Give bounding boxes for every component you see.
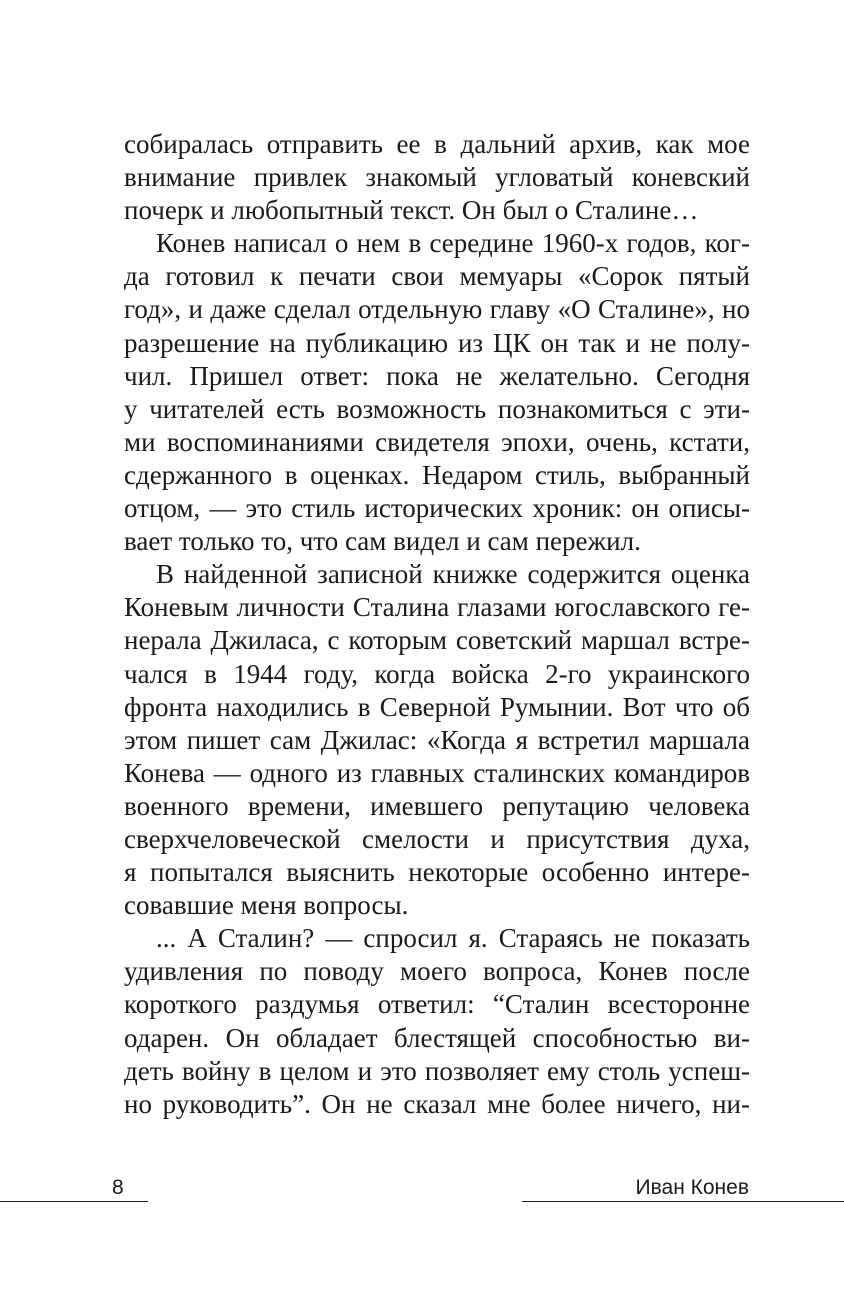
text-line: я попытался выяснить некоторые особенно интере- [124,857,750,888]
text-line: отцом, — это стиль исторических хроник: он описы- [124,493,750,524]
text-line: год», и даже сделал отдельную главу «О Сталине», но [124,294,750,325]
text-line: вает только то, что сам видел и сам пережил. [124,526,641,557]
text-line: совавшие меня вопросы. [124,890,409,921]
text-line: Коневым личности Сталина глазами югославского ге- [124,592,750,623]
text-line: чался в 1944 году, когда войска 2-го украинского [124,658,750,689]
text-line: сдержанного в оценках. Недаром стиль, выбранный [124,459,750,490]
text-line: военного времени, имевшего репутацию человека [124,790,750,821]
text-line: короткого раздумья ответил: “Сталин всесторонне [124,989,750,1020]
page-number: 8 [112,1176,124,1199]
text-line: сверхчеловеческой смелости и присутствия духа, [124,823,750,854]
footer-right-rule [522,1201,844,1202]
paragraph-first-line: ... А Сталин? — спросил я. Стараясь не показать [156,923,750,954]
text-line: но руководить”. Он не сказал мне более ничего, ни- [124,1088,750,1119]
text-line: удивления по поводу моего вопроса, Конев после [124,956,750,987]
text-line: чил. Пришел ответ: пока не желательно. Сегодня [124,360,750,391]
paragraph-first-line: Конев написал о нем в середине 1960-х годов, ког- [156,228,750,259]
body-text [124,128,750,1121]
text-line: деть войну в целом и это позволяет ему столь успеш- [124,1055,750,1086]
text-line: этом пишет сам Джилас: «Когда я встретил маршала [124,724,750,755]
text-line: собиралась отправить ее в дальний архив, как мое [124,129,750,159]
text-line: одарен. Он обладает блестящей способностью ви- [124,1022,750,1053]
text-line: фронта находились в Северной Румынии. Вот что об [124,691,750,722]
text-line: внимание привлек знакомый угловатый коневский [124,162,750,193]
text-line: разрешение на публикацию из ЦК он так и не полу- [124,327,750,358]
footer-left-rule [0,1201,148,1202]
text-line: Конева — одного из главных сталинских командиров [124,757,750,788]
text-line: да готовил к печати свои мемуары «Сорок пятый [124,261,750,292]
text-line: ми воспоминаниями свидетеля эпохи, очень, кстати, [124,426,750,457]
text-line: почерк и любопытный текст. Он был о Сталине… [124,195,699,226]
running-head: Иван Конев [635,1176,749,1199]
text-line: нерала Джиласа, с которым советский маршал встре- [124,625,750,656]
paragraph-first-line: В найденной записной книжке содержится оценка [156,559,750,590]
text-line: у читателей есть возможность познакомиться с эти- [124,393,750,424]
